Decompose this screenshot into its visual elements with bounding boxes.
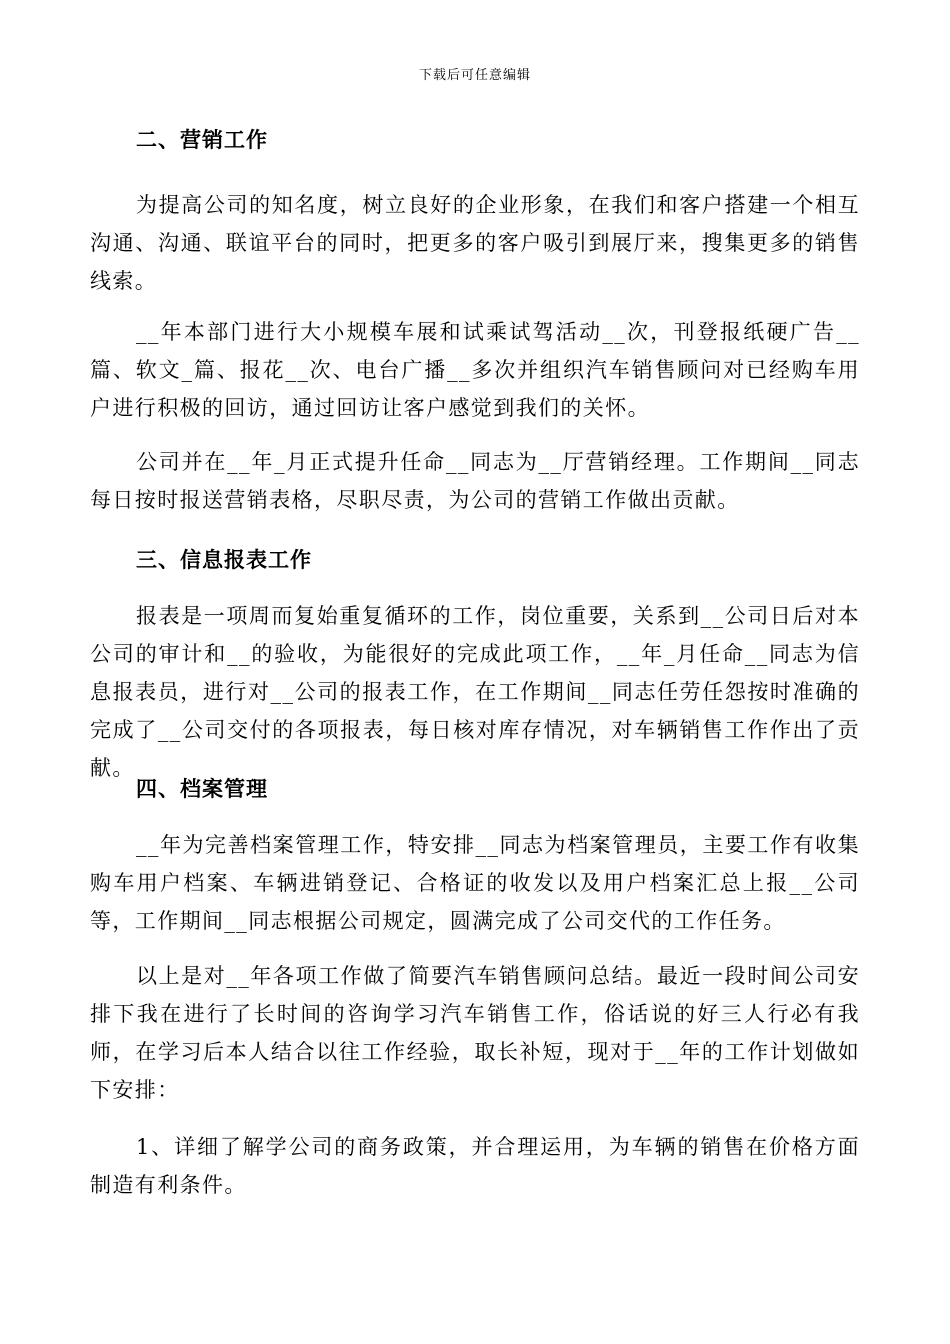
page-header: 下载后可任意编辑 xyxy=(418,68,531,83)
marketing-paragraph-1: 为提高公司的知名度，树立良好的企业形象，在我们和客户搭建一个相互沟通、沟通、联谊平台的同时，把更多的客户吸引到展厅来，搜集更多的销售线索。 xyxy=(90,193,860,293)
marketing-paragraph-3: 公司并在__年_月正式提升任命__同志为__厅营销经理。工作期间__同志每日按时报送营销表格，尽职尽责，为公司的营销工作做出贡献。 xyxy=(90,450,860,512)
reports-paragraph-1: 报表是一项周而复始重复循环的工作，岗位重要，关系到__公司日后对本公司的审计和__的验收，为能很好的完成此项工作，__年_月任命__同志为信息报表员，进行对__公司的报表工作，在工作期间__同志任劳任怨按时准确的完成了__公司交付的各项报表，每日核对库存情况，对车辆销售工作作出了贡献。 xyxy=(90,604,860,780)
section-heading-reports: 三、信息报表工作 xyxy=(136,547,312,572)
archives-paragraph-1: __年为完善档案管理工作，特安排__同志为档案管理员，主要工作有收集购车用户档案、车辆进销登记、合格证的收发以及用户档案汇总上报__公司等，工作期间__同志根据公司规定，圆满完成了公司交代的工作任务。 xyxy=(90,833,860,933)
section-heading-archives: 四、档案管理 xyxy=(136,776,268,801)
archives-paragraph-2: 以上是对__年各项工作做了简要汽车销售顾问总结。最近一段时间公司安排下我在进行了长时间的咨询学习汽车销售工作，俗话说的好三人行必有我师，在学习后本人结合以往工作经验，取长补短，现对于__年的工作计划做如下安排： xyxy=(90,964,860,1102)
marketing-paragraph-2: __年本部门进行大小规模车展和试乘试驾活动__次，刊登报纸硬广告__篇、软文_篇、报花__次、电台广播__多次并组织汽车销售顾问对已经购车用户进行积极的回访，通过回访让客户感觉到我们的关怀。 xyxy=(90,320,860,420)
section-heading-marketing: 二、营销工作 xyxy=(136,127,268,152)
archives-paragraph-3: 1、详细了解学公司的商务政策，并合理运用，为车辆的销售在价格方面制造有利条件。 xyxy=(90,1135,860,1197)
